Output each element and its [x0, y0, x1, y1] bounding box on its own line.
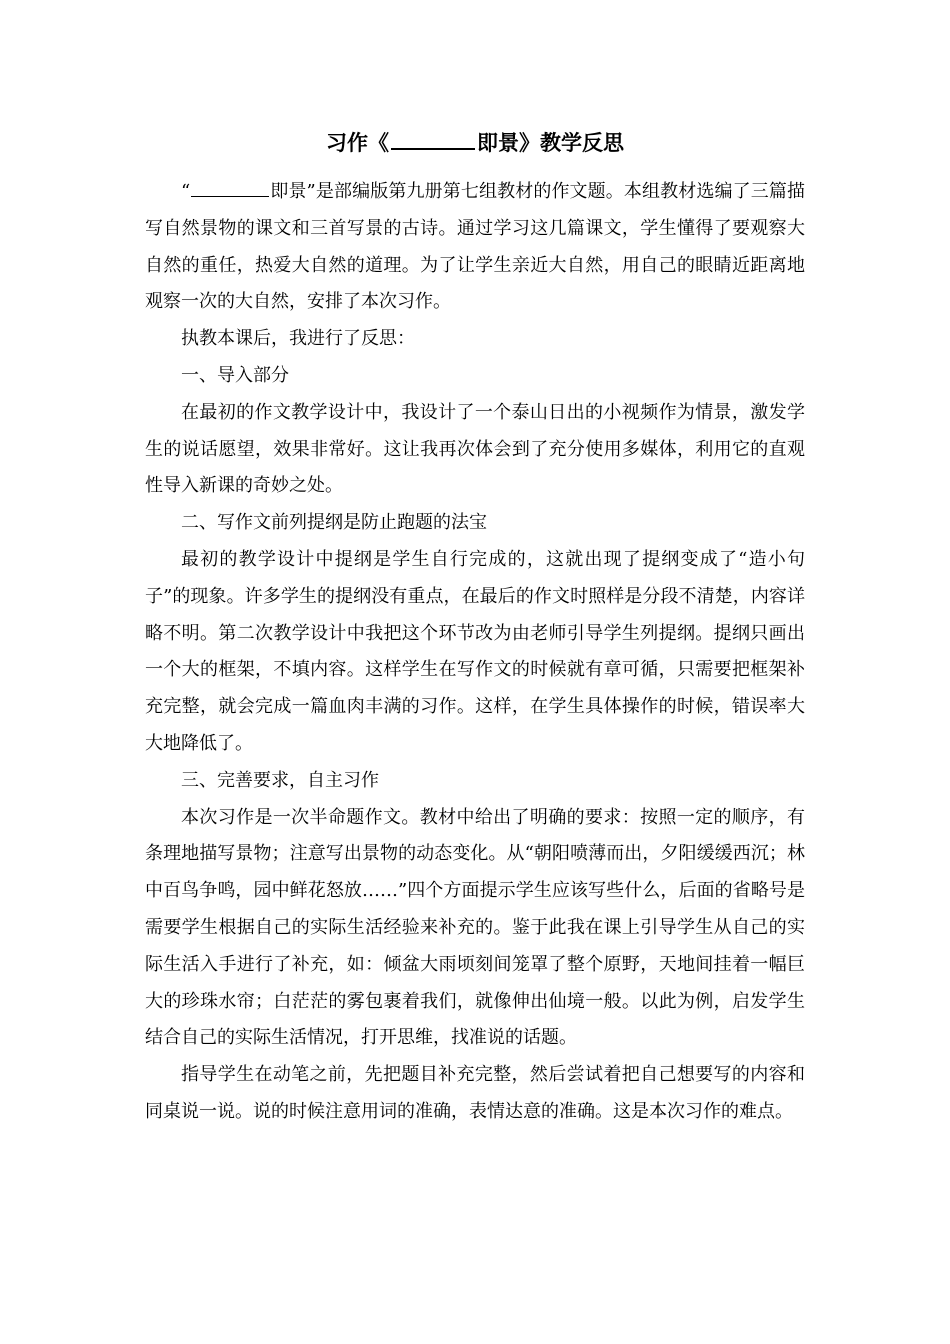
section-1-paragraph: 在最初的作文教学设计中，我设计了一个泰山日出的小视频作为情景，激发学生的说话愿望，效果非常好。这让我再次体会到了充分使用多媒体，利用它的直观性导入新课的奇妙之处。 [145, 401, 805, 497]
reflection-intro-paragraph: 执教本课后，我进行了反思： [181, 328, 415, 350]
title-blank-line [391, 124, 475, 150]
intro-text: 即景”是部编版第九册第七组教材的作文题。本组教材选编了三篇描写自然景物的课文和三首写景的古诗。通过学习这几篇课文，学生懂得了要观察大自然的重任，热爱大自然的道理。为了让学生亲近大自然，用自己的眼睛近距离地观察一次的大自然，安排了本次习作。 [145, 181, 805, 313]
title-prefix: 习作《 [326, 130, 389, 155]
intro-open-quote: “ [181, 181, 191, 202]
section-heading-3: 三、完善要求，自主习作 [181, 769, 379, 791]
section-2-paragraph: 最初的教学设计中提纲是学生自行完成的，这就出现了提纲变成了“造小句子”的现象。许多学生的提纲没有重点，在最后的作文时照样是分段不清楚，内容详略不明。第二次教学设计中我把这个环节改为由老师引导学生列提纲。提纲只画出一个大的框架，不填内容。这样学生在写作文的时候就有章可循，只需要把框架补充完整，就会完成一篇血肉丰满的习作。这样，在学生具体操作的时候，错误率大大地降低了。 [145, 548, 805, 754]
intro-paragraph [145, 174, 805, 321]
closing-paragraph: 指导学生在动笔之前，先把题目补充完整，然后尝试着把自己想要写的内容和同桌说一说。说的时候注意用词的准确，表情达意的准确。这是本次习作的难点。 [145, 1064, 805, 1122]
section-heading-2: 二、写作文前列提纲是防止跑题的法宝 [181, 512, 487, 534]
section-3-paragraph: 本次习作是一次半命题作文。教材中给出了明确的要求：按照一定的顺序，有条理地描写景物；注意写出景物的动态变化。从“朝阳喷薄而出，夕阳缓缓西沉；林中百鸟争鸣，园中鲜花怒放……”四个方面提示学生应该写些什么，后面的省略号是需要学生根据自己的实际生活经验来补充的。鉴于此我在课上引导学生从自己的实际生活入手进行了补充，如：倾盆大雨顷刻间笼罩了整个原野，天地间挂着一幅巨大的珍珠水帘；白茫茫的雾包裹着我们，就像伸出仙境一般。以此为例，启发学生结合自己的实际生活情况，打开思维，找准说的话题。 [145, 806, 805, 1049]
intro-blank-line [191, 178, 269, 197]
section-heading-1: 一、导入部分 [181, 364, 289, 386]
title-suffix: 即景》教学反思 [477, 130, 624, 155]
document-title [145, 124, 805, 160]
document-body [145, 174, 805, 1131]
